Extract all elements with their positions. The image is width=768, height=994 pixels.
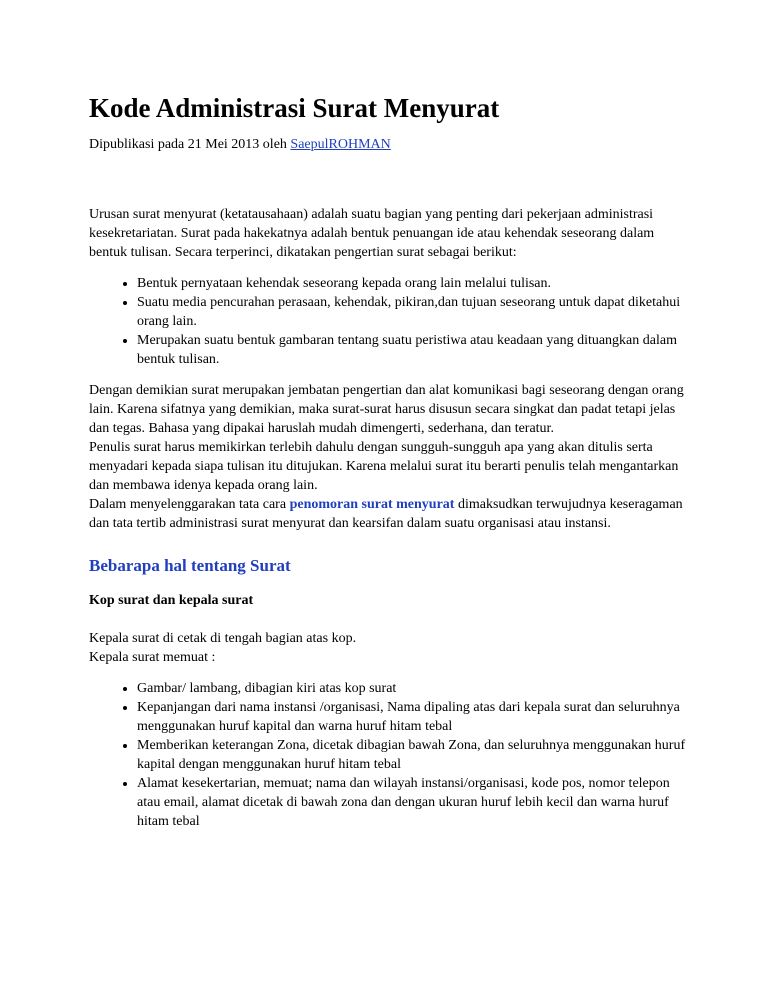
list-item: • Suatu media pencurahan perasaan, kehendak, pikiran,dan tujuan seseorang untuk dapat diketahui orang lain. bbox=[137, 293, 689, 331]
list-item: • Bentuk pernyataan kehendak seseorang kepada orang lain melalui tulisan. bbox=[137, 274, 689, 293]
list-item: • Merupakan suatu bentuk gambaran tentang suatu peristiwa atau keadaan yang dituangkan dalam bentuk tulisan. bbox=[137, 331, 689, 369]
kop-list bbox=[89, 679, 689, 831]
definition-list bbox=[89, 274, 689, 369]
paragraph-writer: Penulis surat harus memikirkan terlebih dahulu dengan sungguh-sungguh apa yang akan ditulis serta menyadari kepada siapa tulisan itu ditujukan. Karena melalui surat itu berarti penulis telah mengantarkan dan membawa idenya kepada orang lain. bbox=[89, 440, 679, 493]
subheading: Kop surat dan kepala surat bbox=[89, 593, 254, 608]
document-page bbox=[89, 92, 689, 843]
page-title: Kode Administrasi Surat Menyurat bbox=[89, 93, 500, 123]
author-link[interactable]: SaepulROHMAN bbox=[290, 137, 391, 152]
paragraph-communication: Dengan demikian surat merupakan jembatan pengertian dan alat komunikasi bagi seseorang dengan orang lain. Karena sifatnya yang demikian, maka surat-surat harus disusun secara singkat dan padat tetapi jelas dan tegas. Bahasa yang dipakai haruslah mudah dimengerti, sederhana, dan teratur. bbox=[89, 383, 684, 436]
intro-paragraph: Urusan surat menyurat (ketatausahaan) adalah suatu bagian yang penting dari pekerjaan administrasi kesekretariatan. Surat pada hakekatnya adalah bentuk penuangan ide atau kehendak seseorang dalam bentuk tulisan. Secara terperinci, dikatakan pengertian surat sebagai berikut: bbox=[89, 207, 655, 260]
list-item: • Kepanjangan dari nama instansi /organisasi, Nama dipaling atas dari kepala surat dan seluruhnya menggunakan huruf kapital dan warna huruf hitam tebal bbox=[137, 698, 689, 736]
paragraph-text: dimaksudkan terwujudnya keseragaman dan tata tertib administrasi surat menyurat dan kearsifan dalam suatu organisasi atau instansi. bbox=[89, 497, 683, 531]
highlight-link[interactable]: penomoran surat menyurat bbox=[289, 497, 455, 512]
kop-line: Kepala surat memuat : bbox=[89, 650, 216, 665]
publish-info: Dipublikasi pada 21 Mei 2013 oleh bbox=[89, 137, 291, 152]
publish-meta bbox=[89, 136, 689, 154]
paragraph-numbering bbox=[89, 495, 689, 533]
list-item: • Gambar/ lambang, dibagian kiri atas kop surat bbox=[137, 679, 689, 698]
kop-line: Kepala surat di cetak di tengah bagian atas kop. bbox=[89, 631, 357, 646]
section-heading: Bebarapa hal tentang Surat bbox=[89, 556, 291, 575]
paragraph-text: Dalam menyelenggarakan tata cara bbox=[89, 497, 290, 512]
list-item: • Alamat kesekertarian, memuat; nama dan wilayah instansi/organisasi, kode pos, nomor telepon atau email, alamat dicetak di bawah zona dan dengan ukuran huruf lebih kecil dan warna huruf hitam tebal bbox=[137, 774, 689, 831]
list-item: • Memberikan keterangan Zona, dicetak dibagian bawah Zona, dan seluruhnya menggunakan huruf kapital dengan menggunakan huruf hitam tebal bbox=[137, 736, 689, 774]
